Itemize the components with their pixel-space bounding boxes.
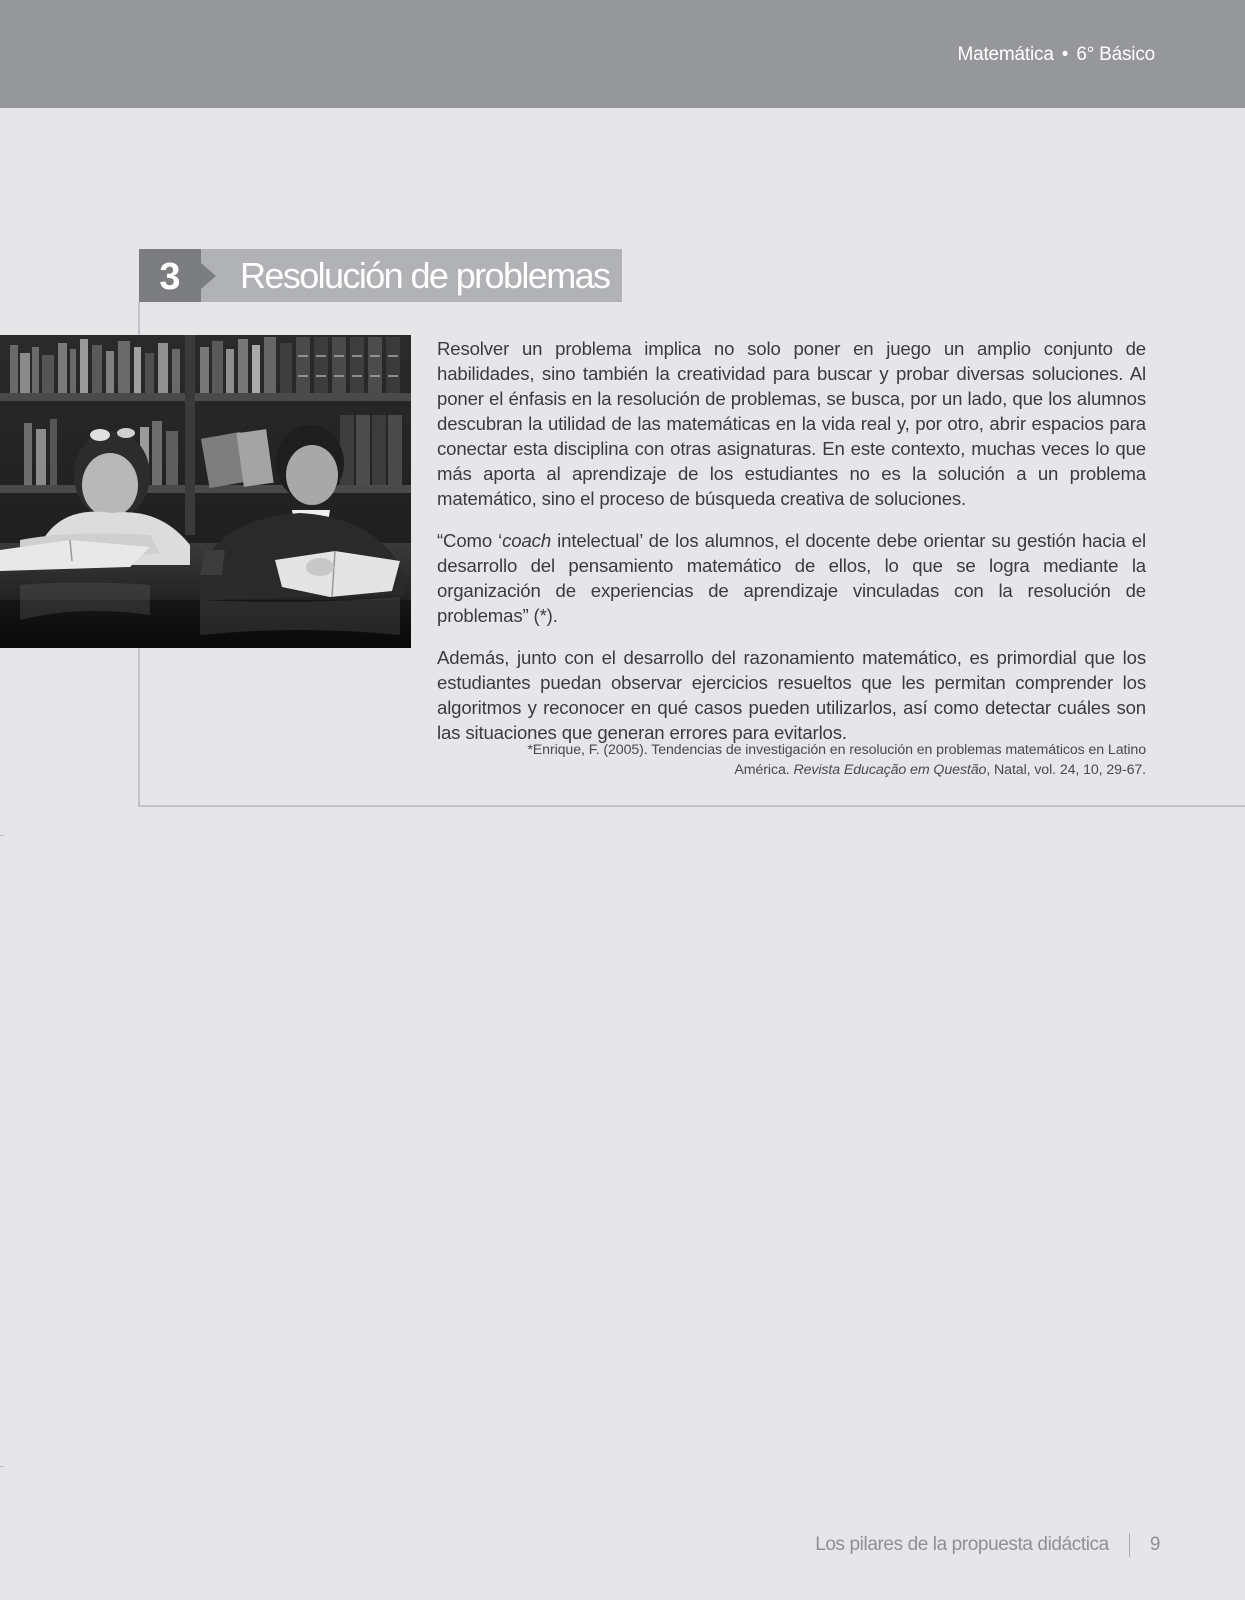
margin-tick	[0, 1466, 4, 1467]
photo-illustration	[0, 335, 411, 648]
header-separator: •	[1061, 44, 1069, 65]
paragraph-3: Además, junto con el desarrollo del razonamiento matemático, es primordial que los estudiantes puedan observar ejercicios resueltos que les permitan comprender los algoritmos y reconocer en qué casos pueden utilizarlos, así como detectar cuáles son las situaciones que generan errores para evitarlos.	[437, 647, 1146, 743]
footnote-journal: Revista Educação em Questão	[793, 762, 987, 778]
section-number: 3	[159, 256, 181, 298]
section-arrow-icon	[201, 263, 216, 289]
footer-chapter: Los pilares de la propuesta didáctica	[815, 1534, 1109, 1555]
header-band	[0, 0, 1245, 108]
section-title-bar	[139, 249, 622, 302]
footnote-line-2-end: , Natal, vol. 24, 10, 29-67.	[986, 762, 1146, 778]
paragraph-2-end: intelectual’ de los alumnos, el docente debe orientar su gestión hacia el desarrollo del pensamiento matemático de ellos, lo que se logra mediante la organización de experiencias de aprendizaje vinculadas con la resolución de problemas” (*).	[437, 530, 1146, 626]
margin-tick	[0, 835, 4, 836]
header-subject: Matemática	[957, 44, 1054, 65]
footnote-line-1: *Enrique, F. (2005). Tendencias de investigación en resolución en problemas matemáticos en Latino	[527, 742, 1146, 758]
page-footer	[815, 1533, 1160, 1557]
header-grade: 6° Básico	[1076, 44, 1155, 65]
body-text	[437, 336, 1146, 762]
children-reading-photo	[0, 335, 411, 648]
footnote-line-2-start: América.	[734, 762, 794, 778]
section-title: Resolución de problemas	[240, 255, 610, 296]
paragraph-2-italic: coach	[502, 530, 552, 551]
section-number-box	[139, 249, 201, 302]
paragraph-1: Resolver un problema implica no solo poner en juego un amplio conjunto de habilidades, sino también la creatividad para buscar y probar diversas soluciones. Al poner el énfasis en la resolución de problemas, se busca, por un lado, que los alumnos descubran la utilidad de las matemáticas en la vida real y, por otro, abrir espacios para conectar esta disciplina con otras asignaturas. En este contexto, muchas veces lo que más aporta al aprendizaje de los estudiantes no es la solución a un problema matemático, sino el proceso de búsqueda creativa de soluciones.	[437, 338, 1146, 509]
paragraph-2	[437, 528, 1146, 628]
section-frame-bottom	[138, 805, 1245, 807]
footnote	[437, 740, 1146, 780]
page-number: 9	[1149, 1534, 1160, 1555]
footer-divider	[1129, 1533, 1130, 1557]
running-header	[957, 44, 1155, 66]
footnote-line-2	[437, 760, 1146, 780]
paragraph-2-start: “Como ‘	[437, 530, 503, 551]
